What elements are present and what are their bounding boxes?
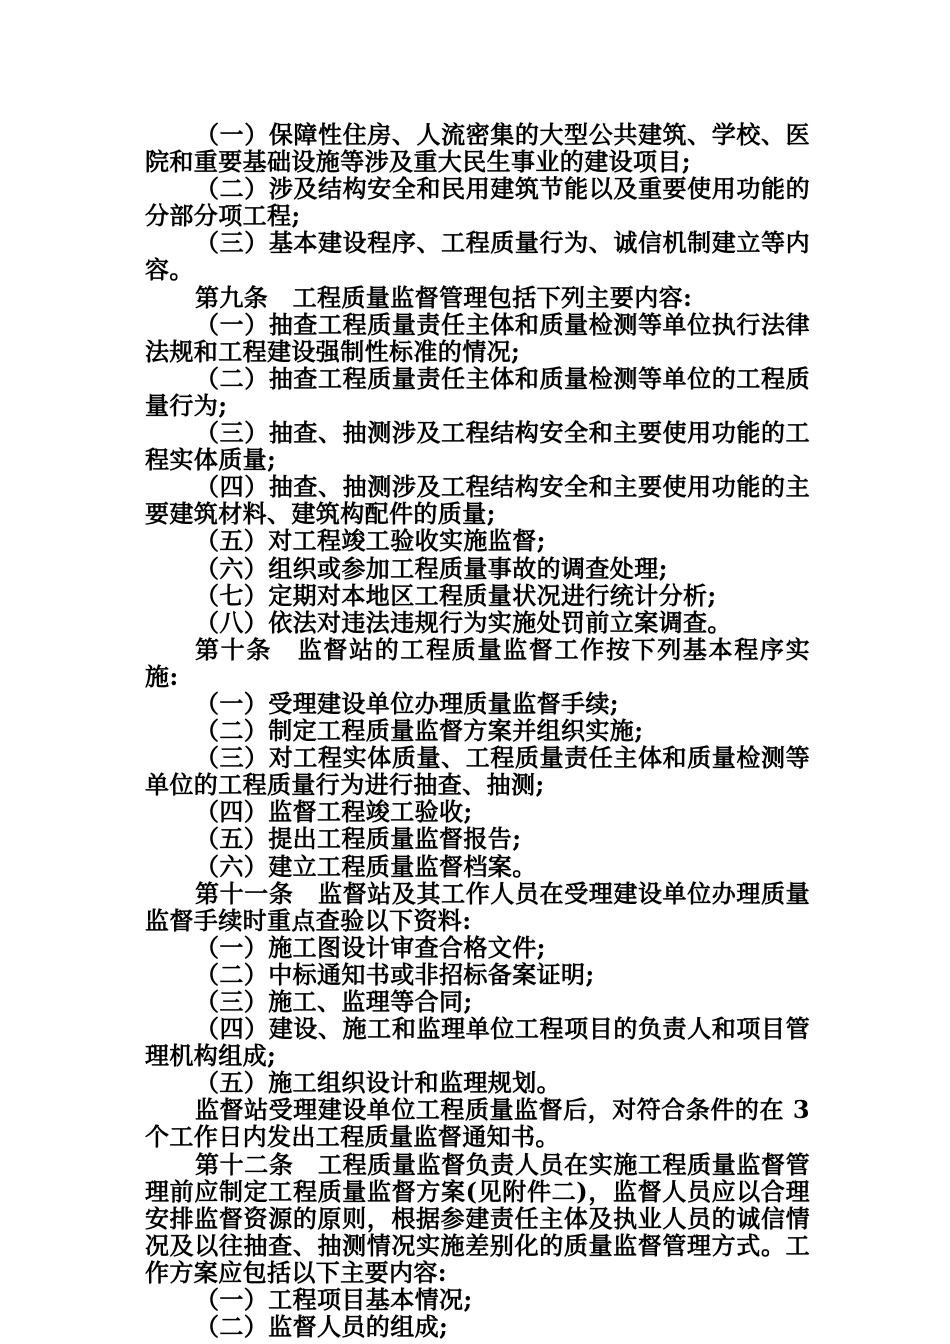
- article-10-item-5: （五）提出工程质量监督报告;: [195, 824, 522, 854]
- article-11-item-5: （五）施工组织设计和监理规划。: [195, 1068, 561, 1098]
- article-11-heading: 第十一条 监督站及其工作人员在受理建设单位办理质量监督手续时重点查验以下资料:: [145, 878, 810, 935]
- item-3-construction-procedure: （三）基本建设程序、工程质量行为、诚信机制建立等内容。: [145, 228, 810, 285]
- article-11-item-2: （二）中标通知书或非招标备案证明;: [195, 959, 595, 989]
- article-9-item-7: （七）定期对本地区工程质量状况进行统计分析;: [195, 580, 717, 610]
- article-9-item-6: （六）组织或参加工程质量事故的调查处理;: [195, 553, 668, 583]
- article-10-item-1: （一）受理建设单位办理质量监督手续;: [195, 688, 620, 718]
- article-10-item-2: （二）制定工程质量监督方案并组织实施;: [195, 716, 644, 746]
- article-11-item-3: （三）施工、监理等合同;: [195, 987, 473, 1016]
- article-10-heading: 第十条 监督站的工程质量监督工作按下列基本程序实施:: [145, 634, 810, 691]
- article-9-heading: 第九条 工程质量监督管理包括下列主要内容:: [195, 282, 693, 312]
- item-1-priority-projects: （一）保障性住房、人流密集的大型公共建筑、学校、医院和重要基础设施等涉及重大民生事业的建设项目;: [145, 120, 810, 177]
- article-12-heading: 第十二条 工程质量监督负责人员在实施工程质量监督管理前应制定工程质量监督方案(见附件二)，监督人员应以合理安排监督资源的原则，根据参建责任主体及执业人员的诚信情况及以往抽查、抽测情况实施差别化的质量监督管理方式。工作方案应包括以下主要内容:: [145, 1149, 810, 1287]
- article-10-item-4: （四）监督工程竣工验收;: [195, 797, 473, 827]
- article-9-item-5: （五）对工程竣工验收实施监督;: [195, 526, 546, 556]
- article-10-item-3: （三）对工程实体质量、工程质量责任主体和质量检测等单位的工程质量行为进行抽查、抽测;: [145, 743, 810, 800]
- article-11-item-1: （一）施工图设计审查合格文件;: [195, 932, 546, 962]
- item-2-structural-safety: （二）涉及结构安全和民用建筑节能以及重要使用功能的分部分项工程;: [145, 174, 810, 231]
- article-9-item-2: （二）抽查工程质量责任主体和质量检测等单位的工程质量行为;: [145, 363, 810, 420]
- article-11-item-4: （四）建设、施工和监理单位工程项目的负责人和项目管理机构组成;: [145, 1014, 810, 1071]
- article-9-item-8: （八）依法对违法违规行为实施处罚前立案调查。: [195, 607, 732, 637]
- article-10-item-6: （六）建立工程质量监督档案。: [195, 851, 537, 881]
- article-9-item-4: （四）抽查、抽测涉及工程结构安全和主要使用功能的主要建筑材料、建筑构配件的质量;: [145, 472, 810, 529]
- article-12-item-1: （一）工程项目基本情况;: [195, 1285, 473, 1315]
- article-9-item-1: （一）抽查工程质量责任主体和质量检测等单位执行法律法规和工程建设强制性标准的情况;: [145, 309, 810, 366]
- article-11-note: 监督站受理建设单位工程质量监督后，对符合条件的在 3个工作日内发出工程质量监督通知书。: [145, 1095, 810, 1152]
- article-9-item-3: （三）抽查、抽测涉及工程结构安全和主要使用功能的工程实体质量;: [145, 418, 810, 475]
- document-page: [145, 121, 810, 1340]
- article-12-item-2: （二）监督人员的组成;: [195, 1312, 449, 1342]
